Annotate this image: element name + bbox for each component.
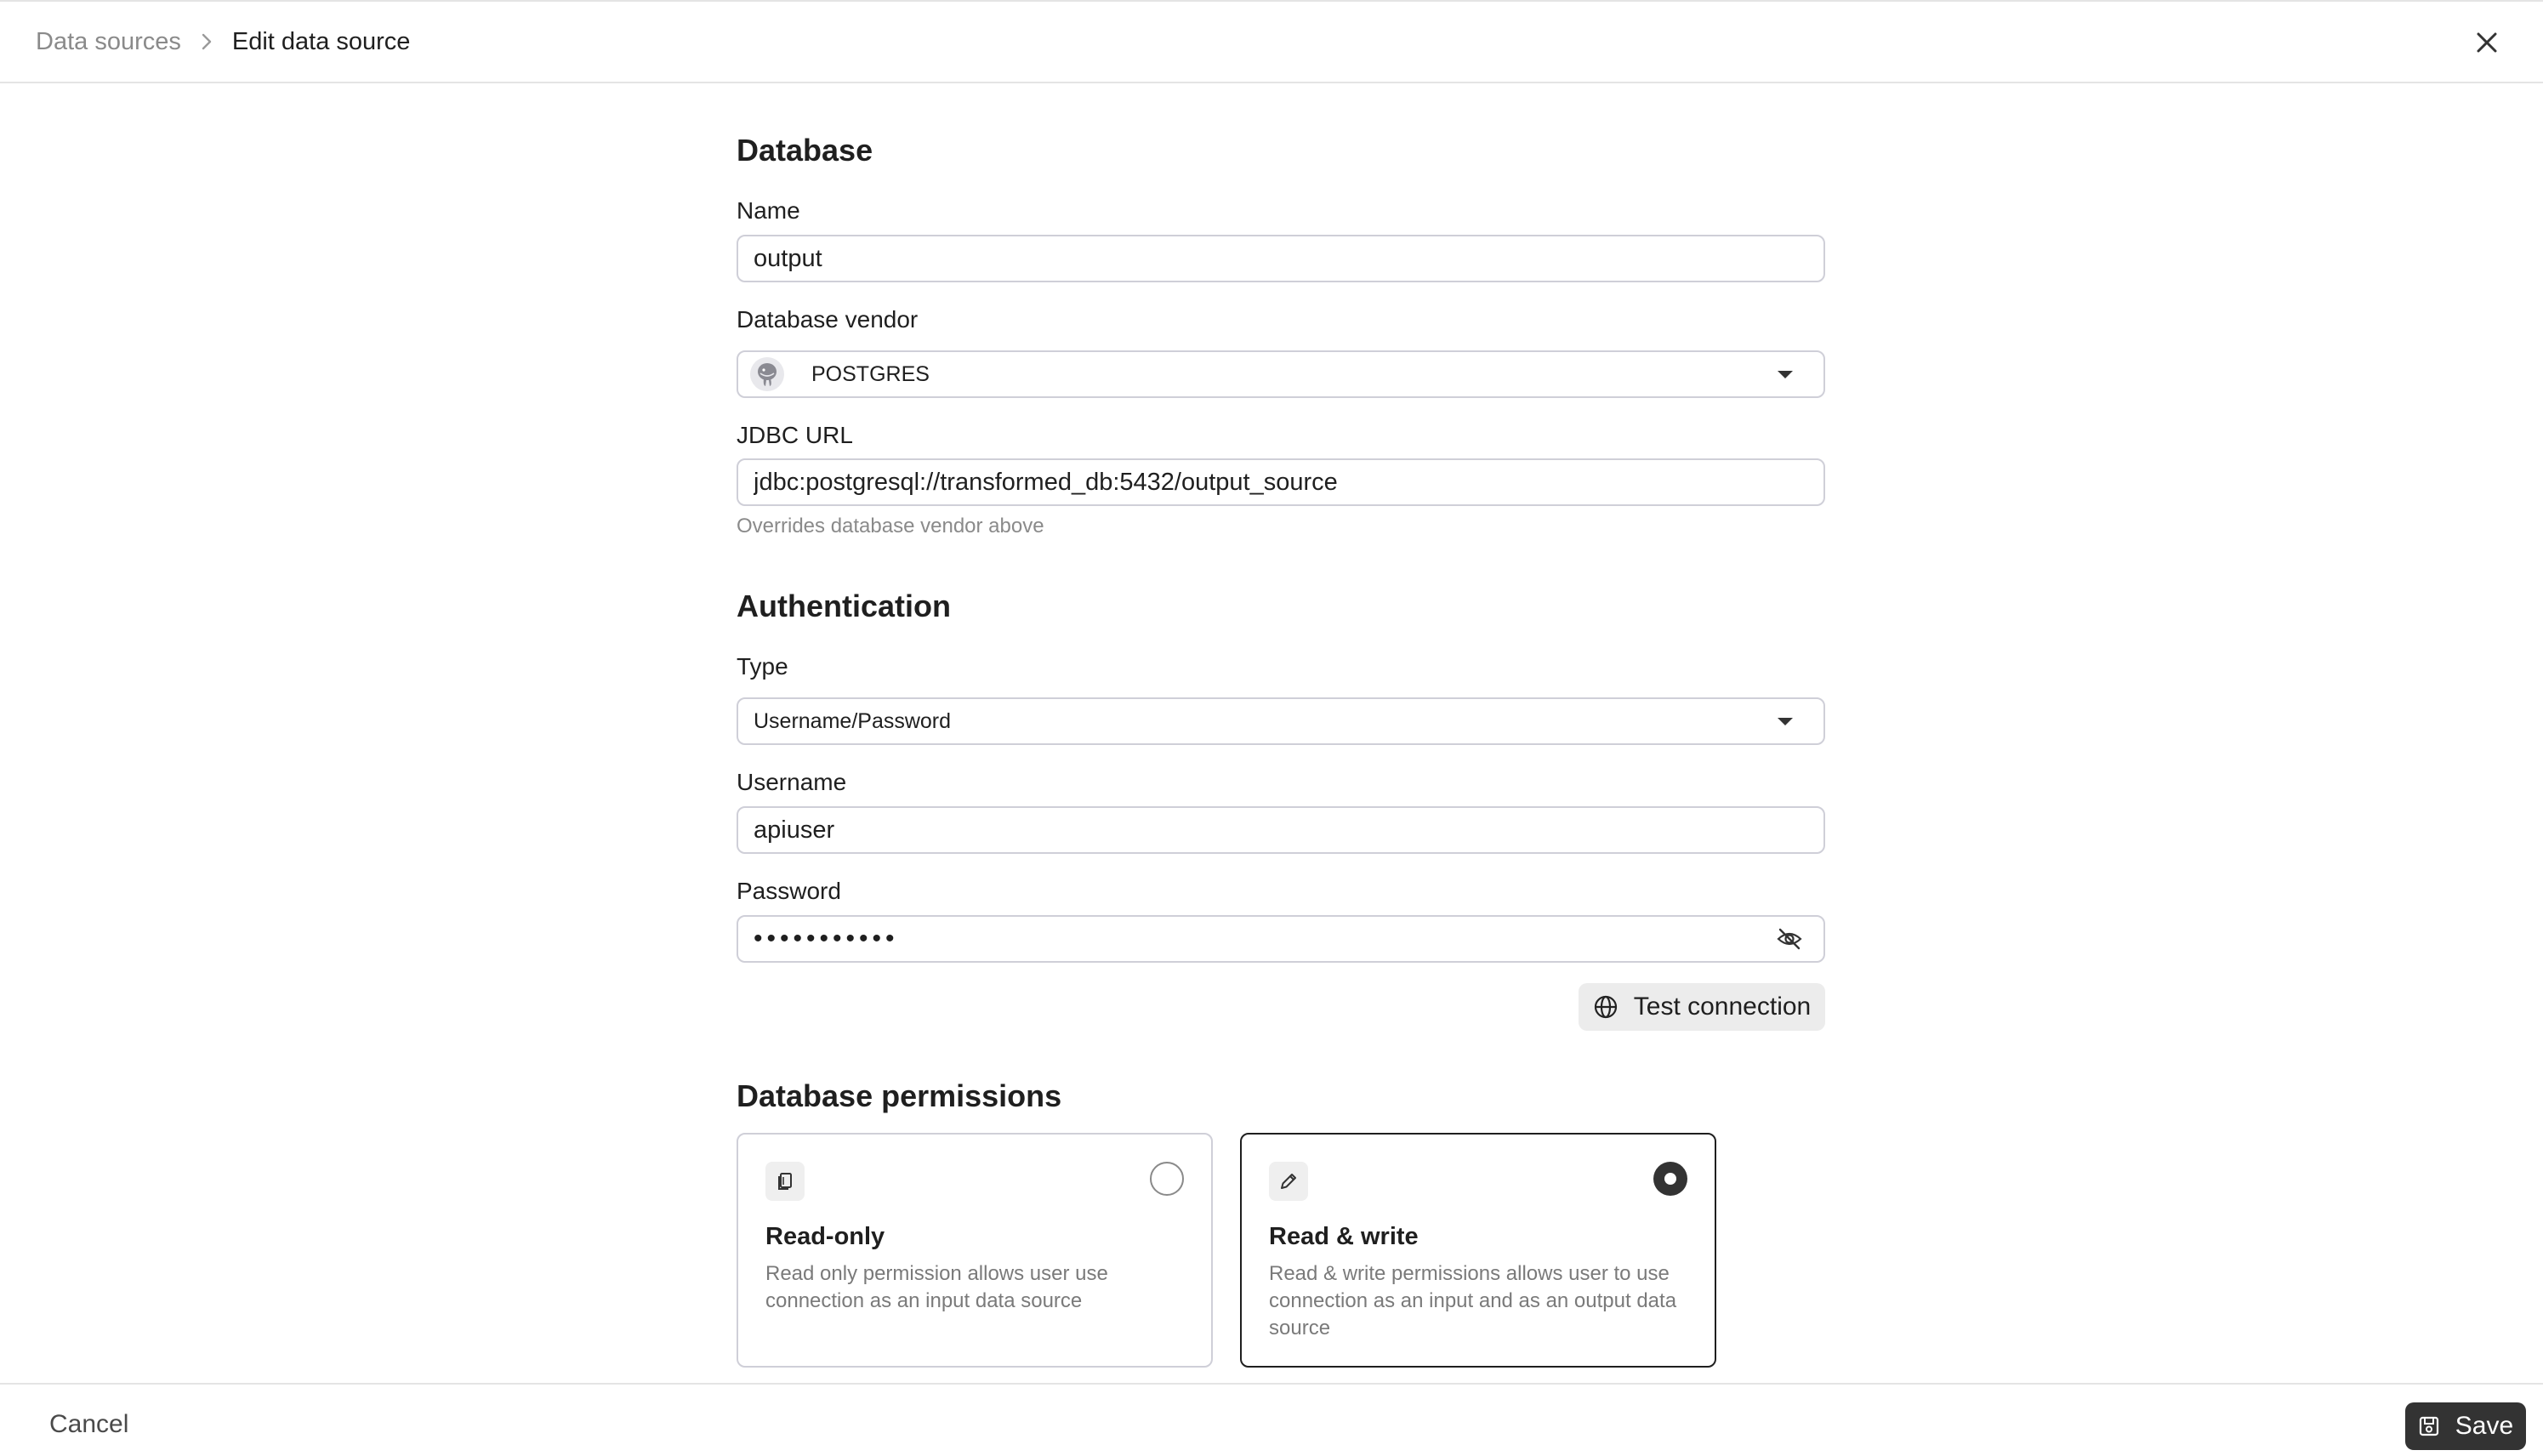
permission-card-read-write[interactable]	[1240, 1133, 1716, 1368]
read-only-title: Read-only	[765, 1223, 885, 1250]
section-title-authentication: Authentication	[737, 589, 951, 623]
read-write-title: Read & write	[1269, 1223, 1419, 1250]
username-field[interactable]	[737, 806, 1825, 854]
jdbc-url-label: JDBC URL	[737, 422, 853, 448]
page-title: Edit data source	[231, 27, 411, 55]
password-label: Password	[737, 878, 841, 904]
read-write-description: Read & write permissions allows user to use connection as an input and as an output data source	[1269, 1262, 1677, 1339]
test-connection-button[interactable]	[1579, 983, 1825, 1031]
pencil-icon	[1269, 1162, 1308, 1201]
jdbc-url-input[interactable]	[754, 469, 1808, 497]
name-label: Name	[737, 197, 800, 224]
section-title-database: Database	[737, 133, 873, 168]
test-connection-label: Test connection	[1633, 992, 1812, 1021]
username-label: Username	[737, 769, 847, 795]
name-field[interactable]	[737, 235, 1825, 282]
cancel-button[interactable]: Cancel	[49, 1410, 129, 1438]
vendor-label: Database vendor	[737, 306, 919, 333]
jdbc-url-field[interactable]	[737, 458, 1825, 506]
read-write-radio[interactable]	[1653, 1162, 1687, 1196]
password-input[interactable]: •••••••••••	[754, 924, 899, 953]
save-label: Save	[2455, 1412, 2514, 1440]
eye-off-icon	[1776, 925, 1803, 953]
save-button[interactable]	[2405, 1402, 2526, 1450]
copy-pages-icon	[765, 1162, 805, 1201]
vendor-select[interactable]	[737, 350, 1825, 398]
section-title-permissions: Database permissions	[737, 1078, 1062, 1113]
jdbc-url-hint: Overrides database vendor above	[737, 515, 1044, 537]
auth-type-select[interactable]	[737, 697, 1825, 745]
caret-down-icon	[1778, 718, 1793, 725]
name-input[interactable]	[754, 245, 1808, 273]
header-bar	[0, 0, 2543, 83]
permission-card-read-only[interactable]	[737, 1133, 1213, 1368]
floppy-disk-icon	[2418, 1415, 2440, 1437]
close-button[interactable]	[2470, 26, 2504, 60]
globe-icon	[1593, 994, 1619, 1020]
postgres-elephant-icon	[750, 357, 784, 391]
chevron-right-icon	[200, 31, 213, 52]
footer-bar	[0, 1383, 2543, 1456]
username-input[interactable]	[754, 816, 1808, 845]
breadcrumb-data-sources[interactable]: Data sources	[36, 27, 181, 55]
auth-type-label: Type	[737, 653, 788, 680]
read-only-radio[interactable]	[1150, 1162, 1184, 1196]
toggle-password-visibility-button[interactable]	[1772, 922, 1806, 956]
vendor-select-value: POSTGRES	[811, 361, 930, 386]
read-only-description: Read only permission allows user use connection as an input data source	[765, 1262, 1108, 1312]
auth-type-select-value: Username/Password	[754, 708, 952, 733]
close-icon	[2475, 31, 2499, 54]
password-field[interactable]	[737, 915, 1825, 963]
caret-down-icon	[1778, 371, 1793, 378]
